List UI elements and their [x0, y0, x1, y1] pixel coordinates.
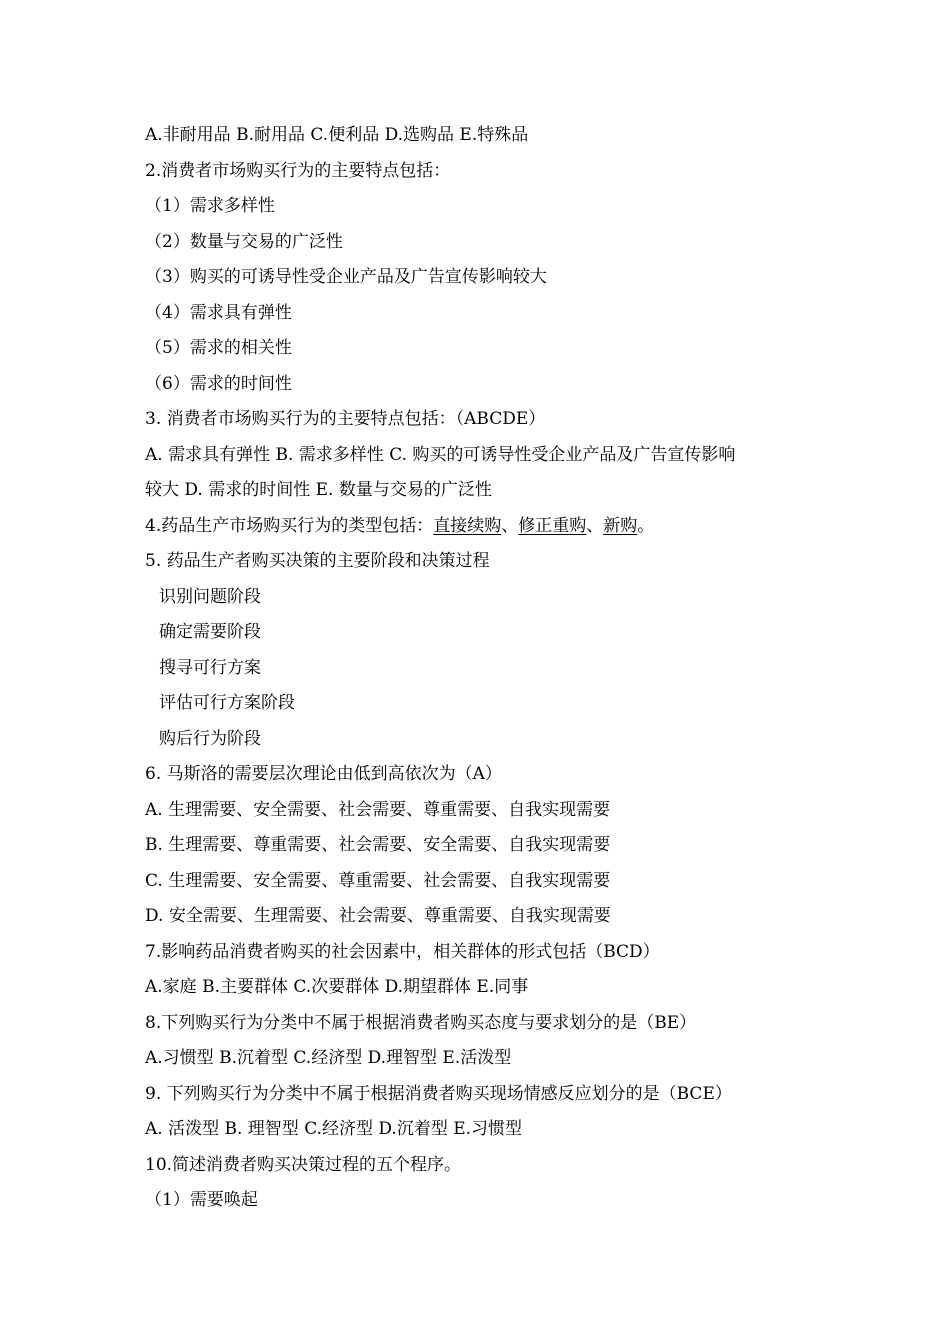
- q2-point-6: （6）需求的时间性: [145, 373, 292, 394]
- q5-stage-5: 购后行为阶段: [159, 728, 261, 749]
- q2-point-2: （2）数量与交易的广泛性: [145, 231, 343, 252]
- q3-options-line-1: A. 需求具有弹性 B. 需求多样性 C. 购买的可诱导性受企业产品及广告宣传影响: [145, 444, 736, 465]
- q4-separator-2: 、: [586, 515, 604, 536]
- q2-point-4: （4）需求具有弹性: [145, 302, 292, 323]
- q5-stage-1: 识别问题阶段: [159, 586, 261, 607]
- q3-title: 3. 消费者市场购买行为的主要特点包括：（ABCDE）: [145, 409, 546, 429]
- document-body: [145, 118, 825, 1219]
- q6-option-b: B. 生理需要、尊重需要、社会需要、安全需要、自我实现需要: [145, 835, 611, 855]
- q6-option-a: A. 生理需要、安全需要、社会需要、尊重需要、自我实现需要: [145, 799, 611, 820]
- q10-point-1: （1）需要唤起: [145, 1190, 258, 1210]
- q9-options: A. 活泼型 B. 理智型 C.经济型 D.沉着型 E.习惯型: [145, 1119, 523, 1139]
- q10-title: 10.简述消费者购买决策过程的五个程序。: [145, 1154, 462, 1175]
- q4-line: [145, 509, 825, 545]
- q4-separator-1: 、: [501, 515, 519, 536]
- q6-option-d: D. 安全需要、生理需要、社会需要、尊重需要、自我实现需要: [145, 906, 611, 926]
- q4-answer-2: 修正重购: [518, 515, 587, 536]
- q5-title: 5. 药品生产者购买决策的主要阶段和决策过程: [145, 551, 490, 571]
- q4-answer-3: 新购: [603, 515, 638, 536]
- q2-point-1: （1）需求多样性: [145, 196, 275, 216]
- q9-title: 9. 下列购买行为分类中不属于根据消费者购买现场情感反应划分的是（BCE）: [145, 1083, 732, 1104]
- q5-stage-3: 搜寻可行方案: [159, 657, 261, 678]
- q7-title: 7.影响药品消费者购买的社会因素中，相关群体的形式包括（BCD）: [145, 941, 660, 962]
- q8-title: 8.下列购买行为分类中不属于根据消费者购买态度与要求划分的是（BE）: [145, 1012, 697, 1033]
- q2-title: 2.消费者市场购买行为的主要特点包括：: [145, 160, 451, 181]
- q6-title: 6. 马斯洛的需要层次理论由低到高依次为（A）: [145, 764, 502, 784]
- q6-option-c: C. 生理需要、安全需要、尊重需要、社会需要、自我实现需要: [145, 870, 611, 891]
- q3-options-line-2: 较大 D. 需求的时间性 E. 数量与交易的广泛性: [145, 480, 492, 500]
- q8-options: A.习惯型 B.沉着型 C.经济型 D.理智型 E.活泼型: [145, 1048, 512, 1068]
- q5-stage-4: 评估可行方案阶段: [159, 693, 295, 713]
- q4-end: 。: [637, 515, 655, 536]
- q2-point-5: （5）需求的相关性: [145, 338, 292, 358]
- q4-prefix: 4.药品生产市场购买行为的类型包括：: [145, 515, 434, 536]
- q2-point-3: （3）购买的可诱导性受企业产品及广告宣传影响较大: [145, 267, 547, 287]
- q5-stage-2: 确定需要阶段: [159, 622, 261, 642]
- q7-options: A.家庭 B.主要群体 C.次要群体 D.期望群体 E.同事: [145, 977, 529, 997]
- q1-options: A.非耐用品 B.耐用品 C.便利品 D.选购品 E.特殊品: [145, 125, 529, 145]
- q4-answer-1: 直接续购: [433, 515, 502, 536]
